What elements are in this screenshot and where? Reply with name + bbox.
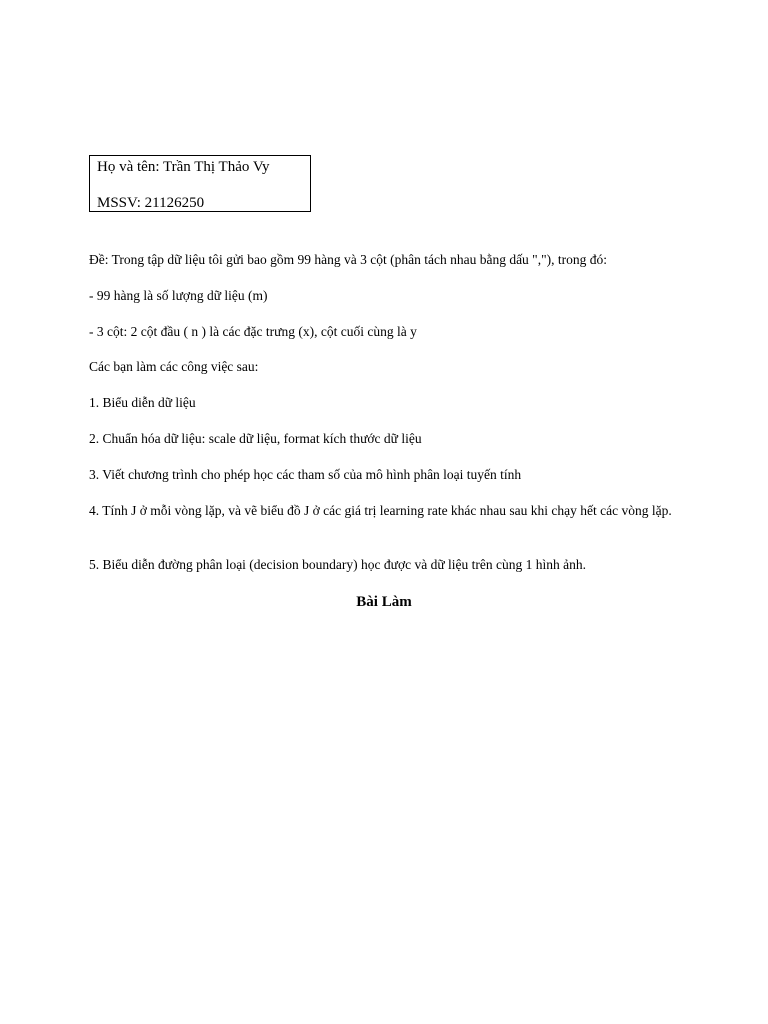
- task-item-2: 2. Chuẩn hóa dữ liệu: scale dữ liệu, format kích thước dữ liệu: [89, 431, 422, 446]
- student-info-box: [89, 155, 311, 212]
- task-item-3: 3. Viết chương trình cho phép học các tham số của mô hình phân loại tuyến tính: [89, 467, 522, 482]
- student-id: MSSV: 21126250: [97, 195, 205, 211]
- rows-note: - 99 hàng là số lượng dữ liệu (m): [89, 288, 268, 303]
- student-name: Họ và tên: Trần Thị Thảo Vy: [97, 159, 270, 175]
- section-heading: Bài Làm: [356, 594, 412, 610]
- cols-note: - 3 cột: 2 cột đầu ( n ) là các đặc trưng (x), cột cuối cùng là y: [89, 324, 417, 339]
- task-item-4: 4. Tính J ở mỗi vòng lặp, và vẽ biểu đồ J ở các giá trị learning rate khác nhau sau khi chạy hết các vòng lặp.: [89, 503, 672, 518]
- assignment-intro: Đề: Trong tập dữ liệu tôi gửi bao gồm 99 hàng và 3 cột (phân tách nhau bằng dấu ","), trong đó:: [89, 252, 607, 267]
- task-item-1: 1. Biểu diễn dữ liệu: [89, 395, 196, 410]
- task-item-5: 5. Biểu diễn đường phân loại (decision boundary) học được và dữ liệu trên cùng 1 hình ảnh.: [89, 557, 586, 572]
- tasks-intro: Các bạn làm các công việc sau:: [89, 359, 259, 374]
